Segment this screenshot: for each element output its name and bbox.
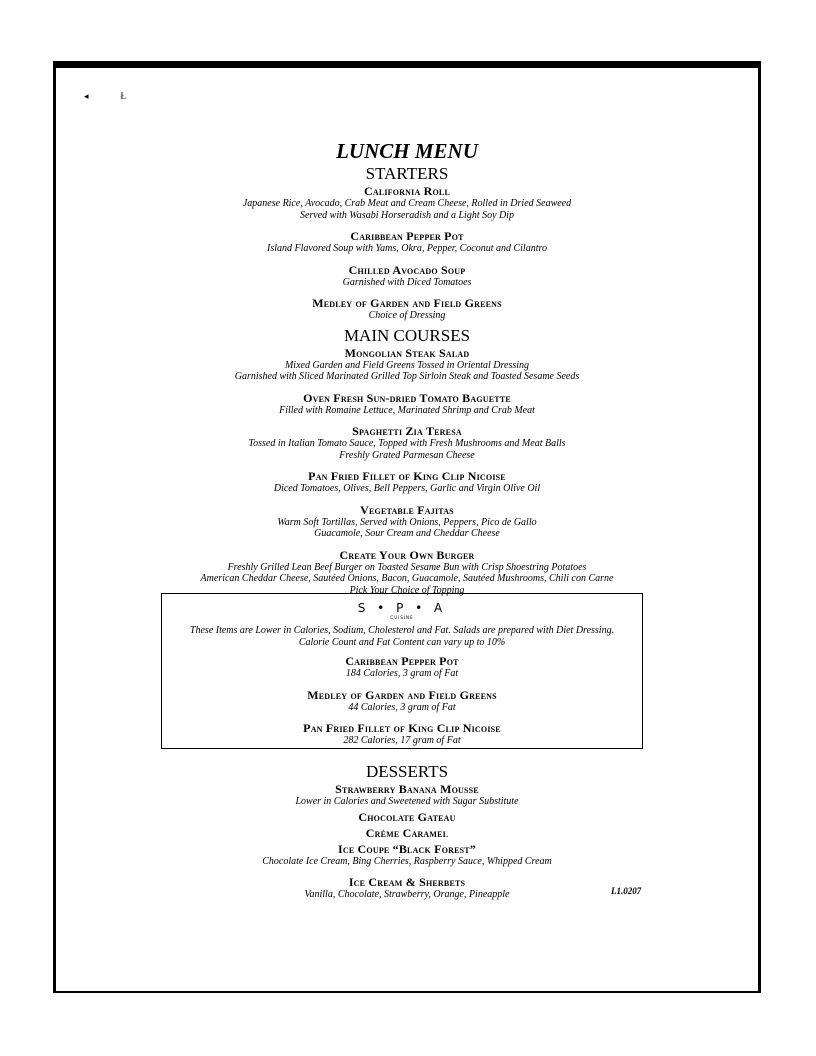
menu-item	[56, 548, 758, 597]
item-description: Freshly Grilled Lean Beef Burger on Toasted Sesame Bun with Crisp Shoestring Potatoes	[227, 561, 587, 573]
corner-mark-right: Ł	[120, 91, 159, 101]
menu-item	[56, 424, 758, 461]
item-description: Filled with Romaine Lettuce, Marinated Shrimp and Crab Meat	[279, 404, 535, 416]
menu-item	[56, 503, 758, 540]
menu-item	[56, 842, 758, 868]
menu-item	[56, 782, 758, 808]
menu-item	[56, 826, 758, 840]
item-name: Pan Fried Fillet of King Clip Nicoise	[303, 721, 501, 735]
item-name: Caribbean Pepper Pot	[345, 654, 459, 668]
spa-item	[162, 721, 642, 747]
item-description: Guacamole, Sour Cream and Cheddar Cheese	[314, 528, 500, 539]
menu-item	[56, 229, 758, 255]
item-name: Spaghetti Zia Teresa	[352, 424, 462, 438]
item-description: Diced Tomatoes, Olives, Bell Peppers, Garlic and Virgin Olive Oil	[273, 483, 541, 494]
menu-item	[56, 810, 758, 824]
item-name: Mongolian Steak Salad	[344, 345, 470, 360]
item-name: Oven Fresh Sun-dried Tomato Baguette	[303, 390, 511, 405]
starters-heading: STARTERS	[365, 164, 449, 183]
item-name: Create Your Own Burger	[339, 547, 475, 562]
menu-item	[56, 346, 758, 383]
item-name: Medley of Garden and Field Greens	[312, 296, 502, 310]
item-name: Medley of Garden and Field Greens	[307, 687, 497, 702]
item-name: Vegetable Fajitas	[360, 502, 454, 517]
menu-item	[56, 875, 758, 901]
main-courses-heading: MAIN COURSES	[343, 325, 471, 345]
item-name: California Roll	[363, 184, 450, 198]
desserts-heading: DESSERTS	[365, 762, 449, 781]
item-description: Garnished with Diced Tomatoes	[342, 276, 472, 288]
item-description: Japanese Rice, Avocado, Crab Meat and Cream Cheese, Rolled in Dried Seaweed	[242, 198, 572, 209]
item-name: Chocolate Gateau	[358, 809, 456, 824]
lunch-menu	[56, 138, 758, 604]
corner-marks	[84, 91, 158, 102]
spa-logo-subtitle: CUISINE	[390, 615, 414, 620]
item-name: Pan Fried Fillet of King Clip Nicoise	[308, 469, 506, 483]
menu-item	[56, 469, 758, 495]
item-name: Crème Caramel	[365, 825, 449, 840]
spa-logo: S • P • A	[357, 601, 447, 615]
menu-item	[56, 263, 758, 289]
menu-item	[56, 391, 758, 417]
item-description: 282 Calories, 17 gram of Fat	[343, 735, 461, 746]
item-description: American Cheddar Cheese, Sautéed Onions, Bacon, Guacamole, Sautéed Mushrooms, Chili con Carne	[200, 573, 614, 584]
item-name: Strawberry Banana Mousse	[335, 782, 479, 796]
spa-note	[162, 625, 642, 648]
spa-item	[162, 688, 642, 714]
spa-item	[162, 654, 642, 680]
item-description: Island Flavored Soup with Yams, Okra, Pepper, Coconut and Cilantro	[267, 243, 547, 254]
item-name: Ice Coupe “Black Forest”	[337, 841, 477, 856]
item-description: Pick Your Choice of Topping	[349, 584, 465, 596]
spa-note-line: Calorie Count and Fat Content can vary up to 10%	[298, 636, 506, 648]
item-description: 184 Calories, 3 gram of Fat	[345, 668, 459, 679]
item-description: Chocolate Ice Cream, Bing Cherries, Raspberry Sauce, Whipped Cream	[262, 855, 552, 867]
item-name: Caribbean Pepper Pot	[350, 229, 464, 243]
item-description: Garnished with Sliced Marinated Grilled Top Sirloin Steak and Toasted Sesame Seeds	[234, 371, 580, 382]
item-description: Served with Wasabi Horseradish and a Light Soy Dip	[299, 209, 515, 221]
desserts-section	[56, 762, 758, 909]
menu-item	[56, 296, 758, 322]
item-name: Ice Cream & Sherbets	[348, 875, 466, 889]
menu-title: LUNCH MENU	[336, 139, 478, 163]
item-description: Choice of Dressing	[368, 310, 446, 321]
menu-code: L1.0207	[611, 886, 642, 896]
item-description: Lower in Calories and Sweetened with Sugar Substitute	[295, 796, 519, 807]
item-name: Chilled Avocado Soup	[348, 262, 466, 277]
item-description: 44 Calories, 3 gram of Fat	[348, 701, 456, 713]
corner-mark-left: ◂	[84, 91, 121, 101]
item-description: Freshly Grated Parmesan Cheese	[339, 449, 475, 461]
item-description: Mixed Garden and Field Greens Tossed in Oriental Dressing	[284, 359, 530, 371]
spa-cuisine-box	[161, 593, 643, 749]
item-description: Warm Soft Tortillas, Served with Onions, Peppers, Pico de Gallo	[277, 516, 537, 528]
item-description: Tossed in Italian Tomato Sauce, Topped with Fresh Mushrooms and Meat Balls	[248, 438, 566, 449]
spa-note-line: These Items are Lower in Calories, Sodium, Cholesterol and Fat. Salads are prepared with Diet Dressing.	[189, 625, 615, 636]
item-description: Vanilla, Chocolate, Strawberry, Orange, Pineapple	[304, 889, 510, 900]
menu-item	[56, 184, 758, 221]
